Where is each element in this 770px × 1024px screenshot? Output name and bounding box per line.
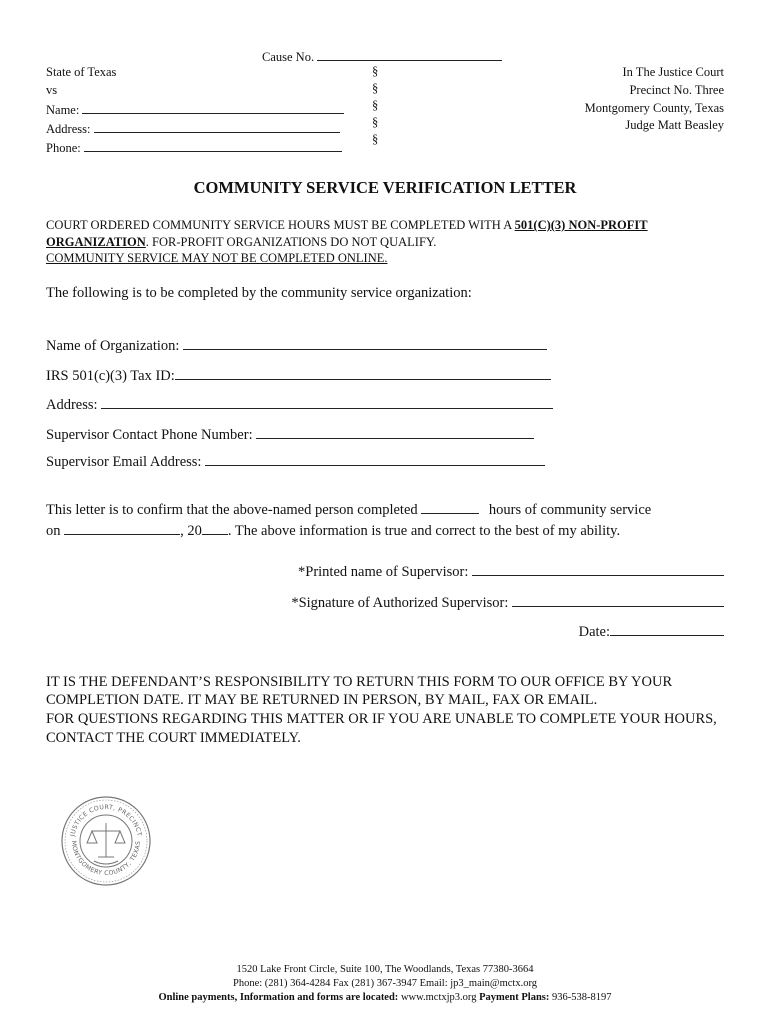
- date-line[interactable]: [610, 623, 724, 636]
- intro-text: The following is to be completed by the community service organization:: [46, 285, 472, 301]
- section-symbol: §: [372, 98, 379, 112]
- section-symbol: §: [372, 64, 379, 78]
- supervisor-phone-line[interactable]: [256, 426, 534, 439]
- tax-id-line[interactable]: [175, 367, 551, 380]
- defendant-phone-line[interactable]: [84, 139, 342, 152]
- state-label: State of Texas: [46, 65, 117, 79]
- defendant-address: Address:: [46, 120, 340, 137]
- notice-line-3: COMMUNITY SERVICE MAY NOT BE COMPLETED ONLINE.: [46, 251, 388, 265]
- defendant-phone: Phone:: [46, 139, 342, 156]
- section-symbol: §: [372, 132, 379, 146]
- website-link[interactable]: www.mctxjp3.org: [400, 992, 477, 1003]
- supervisor-email-field: Supervisor Email Address:: [46, 453, 545, 471]
- responsibility-line-2: COMPLETION DATE. IT MAY BE RETURNED IN PERSON, BY MAIL, FAX OR EMAIL.: [46, 692, 598, 708]
- notice-line-2: ORGANIZATION. FOR-PROFIT ORGANIZATIONS DO NOT QUALIFY.: [46, 235, 437, 249]
- cause-number: Cause No.: [262, 48, 502, 65]
- org-address-field: Address:: [46, 396, 553, 414]
- responsibility-line-4: CONTACT THE COURT IMMEDIATELY.: [46, 730, 301, 746]
- footer-address: 1520 Lake Front Circle, Suite 100, The Woodlands, Texas 77380-3664: [236, 964, 534, 975]
- printed-name-line[interactable]: [472, 563, 724, 576]
- defendant-address-line[interactable]: [94, 120, 340, 133]
- notice-line-1: COURT ORDERED COMMUNITY SERVICE HOURS MUST BE COMPLETED WITH A 501(C)(3) NON-PROFIT: [46, 218, 648, 232]
- footer-contact: Phone: (281) 364-4284 Fax (281) 367-3947 Email: jp3_main@mctx.org: [232, 978, 538, 989]
- responsibility-line-3: FOR QUESTIONS REGARDING THIS MATTER OR IF YOU ARE UNABLE TO COMPLETE YOUR HOURS,: [46, 711, 717, 727]
- year-line[interactable]: [202, 522, 228, 535]
- precinct: Precinct No. Three: [629, 83, 724, 97]
- confirm-line-1: This letter is to confirm that the above-named person completed hours of community service: [46, 502, 652, 518]
- org-name-line[interactable]: [183, 337, 547, 350]
- org-address-line[interactable]: [101, 396, 553, 409]
- org-name-field: Name of Organization:: [46, 337, 547, 355]
- signature-field: *Signature of Authorized Supervisor:: [291, 594, 724, 612]
- confirm-line-2: on , 20 . The above information is true and correct to the best of my ability.: [46, 523, 621, 539]
- defendant-name: Name:: [46, 101, 344, 118]
- printed-name-field: *Printed name of Supervisor:: [298, 563, 724, 581]
- supervisor-email-line[interactable]: [205, 453, 545, 466]
- section-symbol: §: [372, 81, 379, 95]
- signature-line[interactable]: [512, 594, 724, 607]
- court-name: In The Justice Court: [622, 65, 724, 79]
- section-symbol: §: [372, 115, 379, 129]
- page-title: COMMUNITY SERVICE VERIFICATION LETTER: [193, 178, 577, 197]
- court-seal: [60, 795, 152, 887]
- judge: Judge Matt Beasley: [625, 118, 724, 132]
- seal-bottom-text: MONTGOMERY COUNTY, TEXAS: [69, 840, 143, 878]
- footer-online: Online payments, Information and forms are located: www.mctxjp3.org Payment Plans: 936-538-8197: [158, 992, 612, 1003]
- supervisor-phone-field: Supervisor Contact Phone Number:: [46, 426, 534, 444]
- vs-label: vs: [46, 83, 58, 97]
- completion-date-line[interactable]: [64, 522, 180, 535]
- responsibility-line-1: IT IS THE DEFENDANT’S RESPONSIBILITY TO RETURN THIS FORM TO OUR OFFICE BY YOUR: [46, 674, 673, 690]
- date-field: Date:: [579, 623, 724, 641]
- seal-top-text: JUSTICE COURT, PRECINCT: [69, 803, 143, 838]
- defendant-name-line[interactable]: [82, 101, 344, 114]
- county: Montgomery County, Texas: [584, 101, 724, 115]
- hours-line[interactable]: [421, 501, 479, 514]
- cause-number-line[interactable]: [317, 48, 502, 61]
- tax-id-field: IRS 501(c)(3) Tax ID:: [46, 367, 551, 385]
